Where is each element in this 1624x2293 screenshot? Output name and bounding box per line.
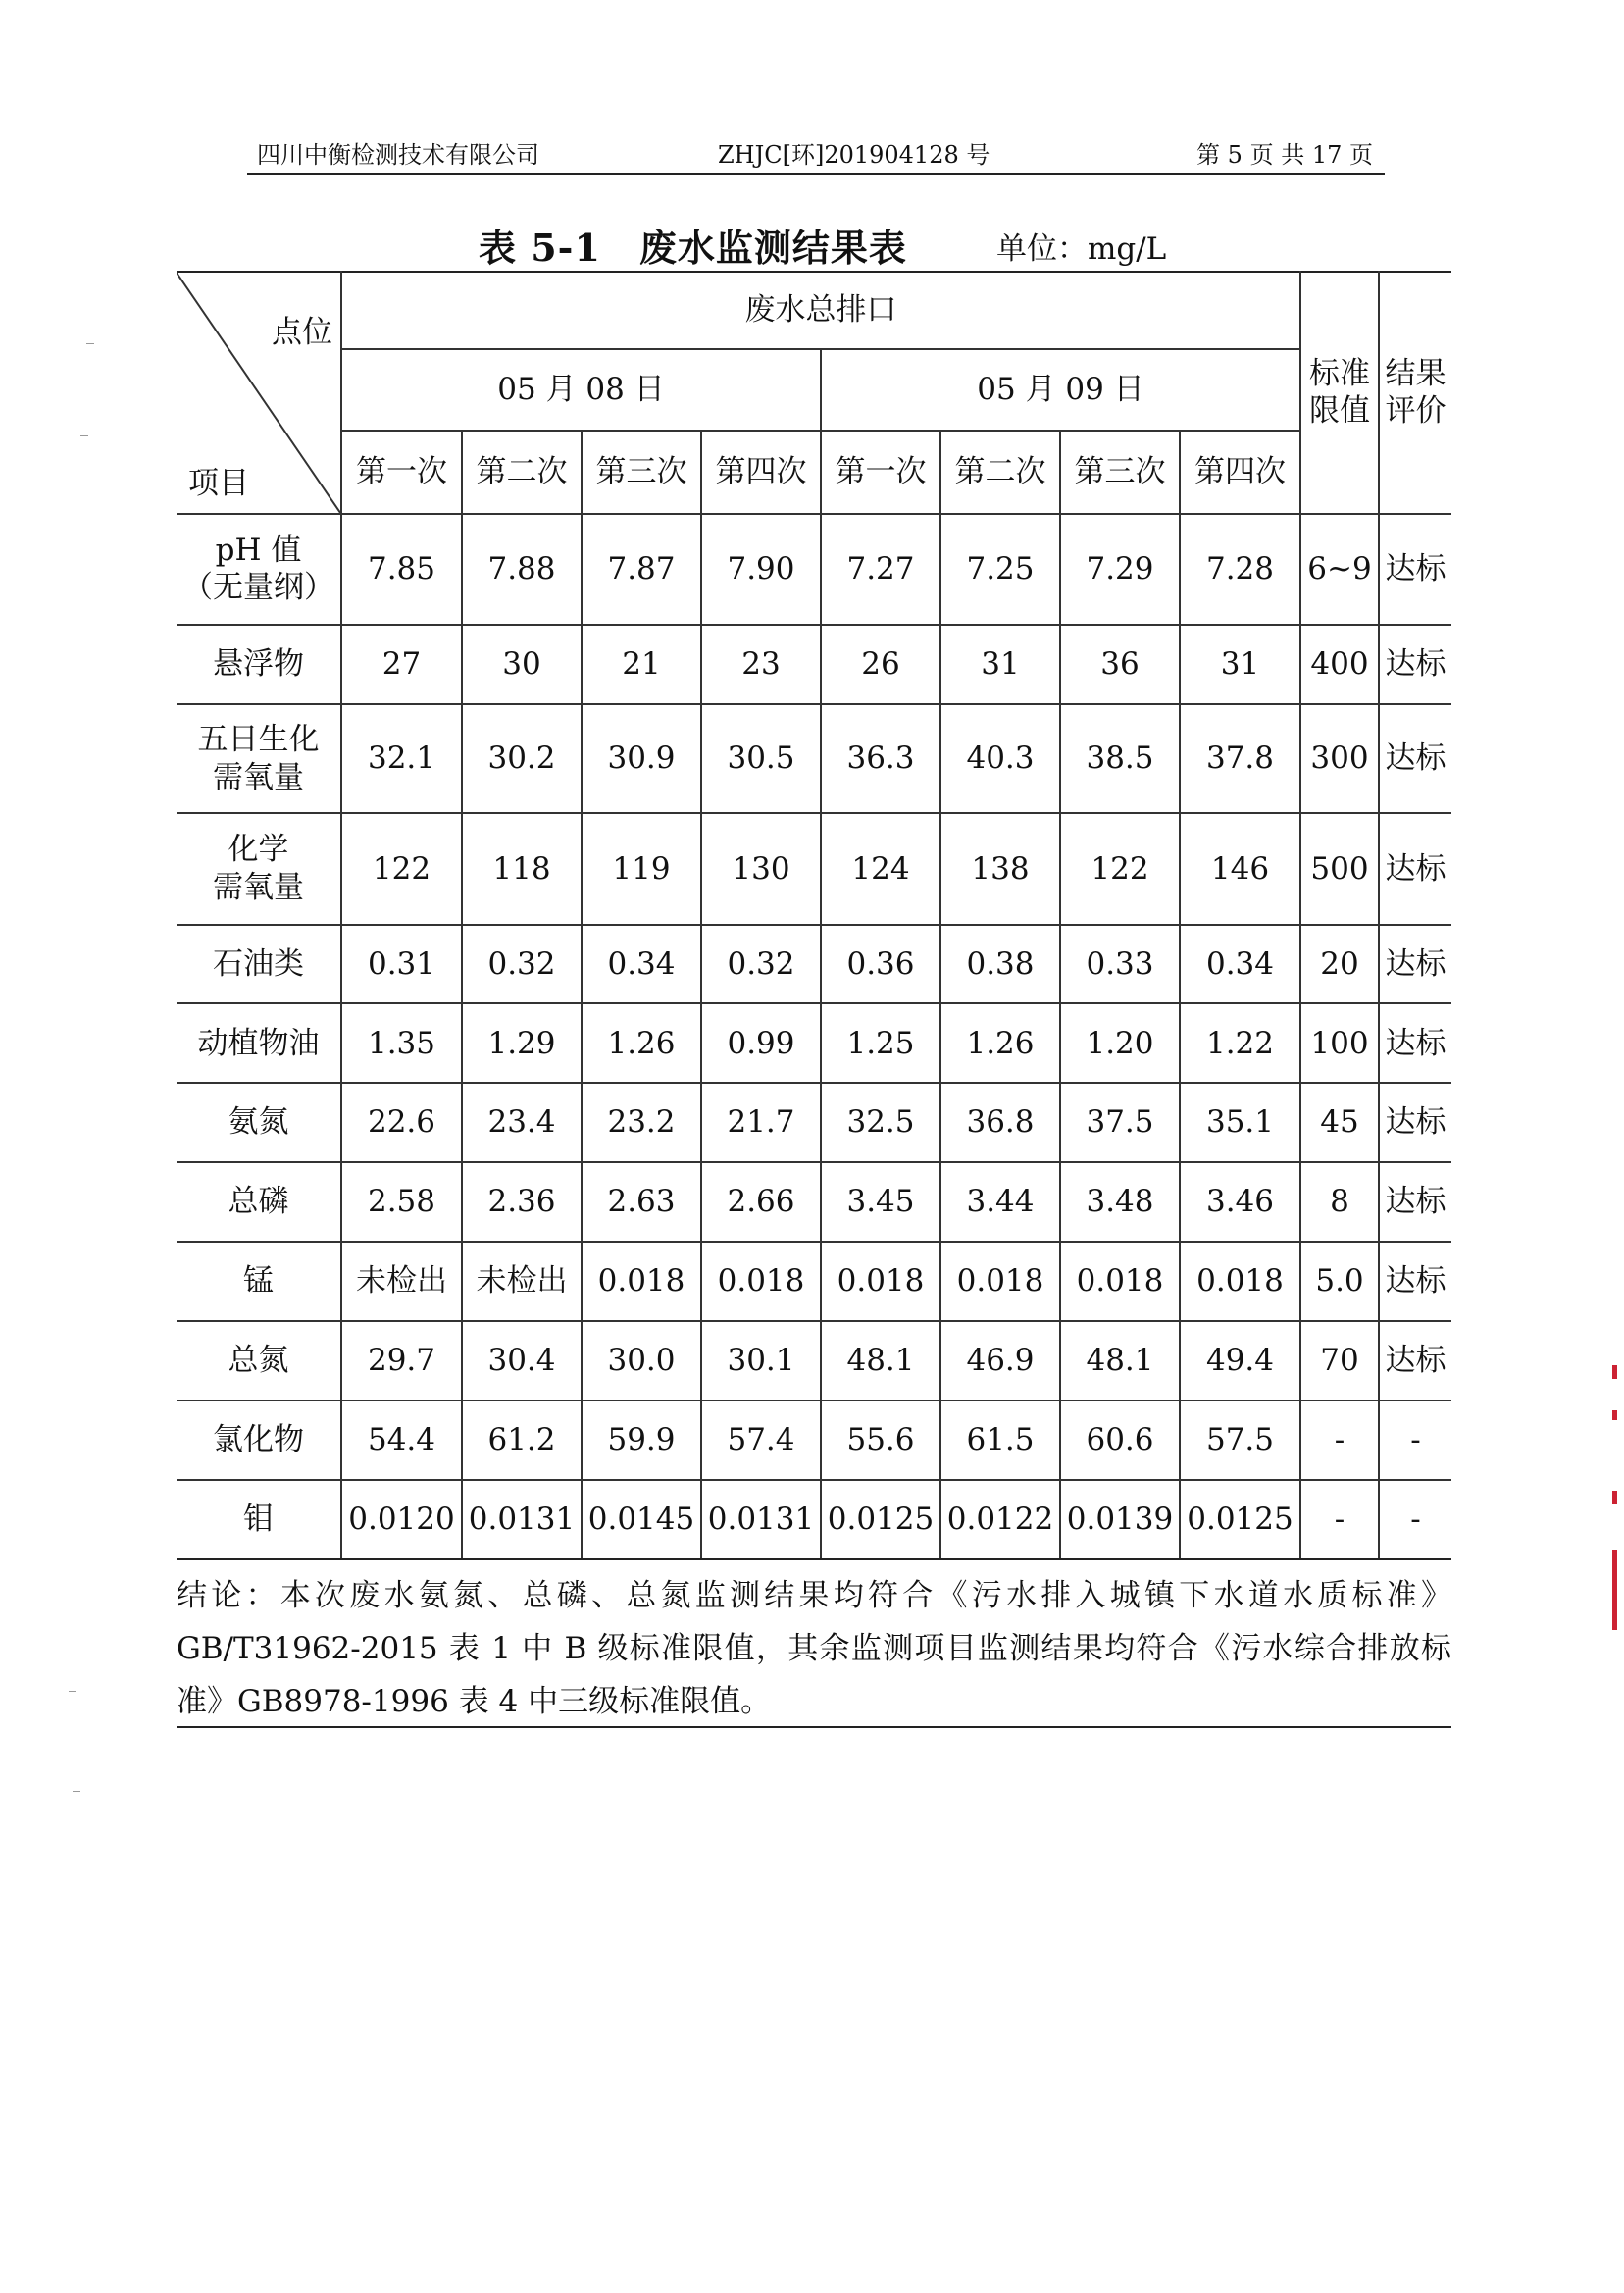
measurement-value: 61.5: [940, 1401, 1060, 1480]
item-name: 总氮: [177, 1321, 341, 1401]
evaluation-result: 达标: [1379, 1083, 1451, 1162]
evaluation-result: -: [1379, 1480, 1451, 1559]
standard-limit: 6~9: [1300, 514, 1379, 625]
measurement-value: 7.85: [341, 514, 462, 625]
table-row: [177, 1003, 1451, 1083]
table-row: [177, 514, 1451, 625]
measurement-value: 37.5: [1060, 1083, 1180, 1162]
table-row: [177, 704, 1451, 813]
measurement-value: 0.34: [582, 925, 701, 1004]
results-table: [177, 271, 1451, 1560]
measurement-value: 0.0120: [341, 1480, 462, 1559]
table-row: [177, 1242, 1451, 1321]
measurement-value: 119: [582, 813, 701, 924]
measurement-value: 46.9: [940, 1321, 1060, 1401]
scan-mark: [86, 343, 94, 344]
standard-limit: 8: [1300, 1162, 1379, 1242]
measurement-value: 21.7: [701, 1083, 821, 1162]
measurement-value: 38.5: [1060, 704, 1180, 813]
standard-limit: 45: [1300, 1083, 1379, 1162]
measurement-value: 0.018: [582, 1242, 701, 1321]
measurement-value: 36: [1060, 625, 1180, 704]
item-name: 氨氮: [177, 1083, 341, 1162]
item-name: 锰: [177, 1242, 341, 1321]
sample-header: 第三次: [1060, 431, 1180, 514]
measurement-value: 57.4: [701, 1401, 821, 1480]
measurement-value: 30.5: [701, 704, 821, 813]
measurement-value: 0.0131: [701, 1480, 821, 1559]
measurement-value: 23: [701, 625, 821, 704]
seal-edge-mark: [1612, 1365, 1617, 1379]
seal-edge-mark: [1612, 1410, 1617, 1420]
table-row: [177, 1401, 1451, 1480]
measurement-value: 30.1: [701, 1321, 821, 1401]
corner-item-label: 项目: [188, 466, 249, 502]
measurement-value: 36.3: [821, 704, 940, 813]
measurement-value: 146: [1180, 813, 1300, 924]
table-unit: 单位：mg/L: [996, 231, 1167, 267]
page-header: [247, 133, 1385, 175]
sample-header: 第二次: [462, 431, 582, 514]
measurement-value: 48.1: [1060, 1321, 1180, 1401]
measurement-value: 0.0122: [940, 1480, 1060, 1559]
table-row: [177, 1321, 1451, 1401]
seal-edge-mark: [1612, 1491, 1617, 1504]
measurement-value: 32.1: [341, 704, 462, 813]
measurement-value: 59.9: [582, 1401, 701, 1480]
evaluation-result: 达标: [1379, 1242, 1451, 1321]
measurement-value: 2.63: [582, 1162, 701, 1242]
table-row: [177, 625, 1451, 704]
measurement-value: 0.018: [701, 1242, 821, 1321]
item-name: 石油类: [177, 925, 341, 1004]
standard-limit: 5.0: [1300, 1242, 1379, 1321]
measurement-value: 1.35: [341, 1003, 462, 1083]
measurement-value: 1.22: [1180, 1003, 1300, 1083]
measurement-value: 22.6: [341, 1083, 462, 1162]
measurement-value: 0.34: [1180, 925, 1300, 1004]
measurement-value: 1.26: [582, 1003, 701, 1083]
measurement-value: 31: [1180, 625, 1300, 704]
item-name: 总磷: [177, 1162, 341, 1242]
measurement-value: 1.20: [1060, 1003, 1180, 1083]
measurement-value: 48.1: [821, 1321, 940, 1401]
measurement-value: 37.8: [1180, 704, 1300, 813]
measurement-value: 3.46: [1180, 1162, 1300, 1242]
measurement-value: 2.66: [701, 1162, 821, 1242]
measurement-value: 122: [341, 813, 462, 924]
measurement-value: 3.48: [1060, 1162, 1180, 1242]
measurement-value: 27: [341, 625, 462, 704]
measurement-value: 1.26: [940, 1003, 1060, 1083]
measurement-value: 0.0125: [821, 1480, 940, 1559]
corner-location-label: 点位: [272, 315, 332, 350]
evaluation-result: 达标: [1379, 1321, 1451, 1401]
measurement-value: 1.25: [821, 1003, 940, 1083]
measurement-value: 21: [582, 625, 701, 704]
measurement-value: 35.1: [1180, 1083, 1300, 1162]
measurement-value: 0.0131: [462, 1480, 582, 1559]
item-name: 悬浮物: [177, 625, 341, 704]
sample-header: 第一次: [821, 431, 940, 514]
standard-limit-header: 标准 限值: [1300, 272, 1379, 514]
measurement-value: 130: [701, 813, 821, 924]
measurement-value: 未检出: [341, 1242, 462, 1321]
sample-header: 第四次: [1180, 431, 1300, 514]
sample-header: 第二次: [940, 431, 1060, 514]
measurement-value: 31: [940, 625, 1060, 704]
table-title: 表 5-1 废水监测结果表: [479, 226, 907, 270]
measurement-value: 未检出: [462, 1242, 582, 1321]
evaluation-result: 达标: [1379, 625, 1451, 704]
evaluation-result: 达标: [1379, 514, 1451, 625]
table-row: [177, 925, 1451, 1004]
standard-limit: -: [1300, 1480, 1379, 1559]
sample-header: 第一次: [341, 431, 462, 514]
measurement-value: 7.27: [821, 514, 940, 625]
measurement-value: 30.2: [462, 704, 582, 813]
measurement-value: 0.36: [821, 925, 940, 1004]
item-name: pH 值 （无量纲）: [177, 514, 341, 625]
measurement-value: 7.88: [462, 514, 582, 625]
item-name: 化学 需氧量: [177, 813, 341, 924]
measurement-value: 30.0: [582, 1321, 701, 1401]
item-name: 氯化物: [177, 1401, 341, 1480]
evaluation-result: 达标: [1379, 813, 1451, 924]
standard-limit: 20: [1300, 925, 1379, 1004]
measurement-value: 7.25: [940, 514, 1060, 625]
table-row: [177, 813, 1451, 924]
evaluation-result: 达标: [1379, 925, 1451, 1004]
measurement-value: 0.0145: [582, 1480, 701, 1559]
item-name: 钼: [177, 1480, 341, 1559]
measurement-value: 7.29: [1060, 514, 1180, 625]
page-number: 第 5 页 共 17 页: [1196, 141, 1373, 169]
sample-header: 第三次: [582, 431, 701, 514]
measurement-value: 0.38: [940, 925, 1060, 1004]
table-row: [177, 1480, 1451, 1559]
scan-mark: [73, 1791, 80, 1792]
measurement-value: 0.0125: [1180, 1480, 1300, 1559]
measurement-value: 32.5: [821, 1083, 940, 1162]
location-header: 废水总排口: [341, 272, 1300, 349]
sample-header: 第四次: [701, 431, 821, 514]
standard-limit: -: [1300, 1401, 1379, 1480]
standard-limit: 100: [1300, 1003, 1379, 1083]
measurement-value: 0.018: [1060, 1242, 1180, 1321]
measurement-value: 7.87: [582, 514, 701, 625]
scan-mark: [69, 1691, 76, 1692]
measurement-value: 0.32: [701, 925, 821, 1004]
report-number: ZHJC[环]201904128 号: [718, 141, 990, 169]
measurement-value: 0.018: [821, 1242, 940, 1321]
measurement-value: 49.4: [1180, 1321, 1300, 1401]
measurement-value: 7.90: [701, 514, 821, 625]
measurement-value: 2.36: [462, 1162, 582, 1242]
evaluation-result: 达标: [1379, 704, 1451, 813]
measurement-value: 0.99: [701, 1003, 821, 1083]
measurement-value: 36.8: [940, 1083, 1060, 1162]
item-name: 五日生化 需氧量: [177, 704, 341, 813]
seal-edge-mark: [1612, 1550, 1617, 1630]
measurement-value: 122: [1060, 813, 1180, 924]
company-name: 四川中衡检测技术有限公司: [257, 141, 539, 169]
measurement-value: 60.6: [1060, 1401, 1180, 1480]
measurement-value: 3.45: [821, 1162, 940, 1242]
measurement-value: 2.58: [341, 1162, 462, 1242]
measurement-value: 30.4: [462, 1321, 582, 1401]
evaluation-result: 达标: [1379, 1003, 1451, 1083]
item-name: 动植物油: [177, 1003, 341, 1083]
standard-limit: 500: [1300, 813, 1379, 924]
measurement-value: 118: [462, 813, 582, 924]
measurement-value: 0.31: [341, 925, 462, 1004]
measurement-value: 124: [821, 813, 940, 924]
measurement-value: 138: [940, 813, 1060, 924]
standard-limit: 70: [1300, 1321, 1379, 1401]
evaluation-header: 结果 评价: [1379, 272, 1451, 514]
measurement-value: 0.0139: [1060, 1480, 1180, 1559]
measurement-value: 23.2: [582, 1083, 701, 1162]
measurement-value: 30.9: [582, 704, 701, 813]
standard-limit: 300: [1300, 704, 1379, 813]
scan-mark: [80, 435, 88, 436]
measurement-value: 0.32: [462, 925, 582, 1004]
measurement-value: 61.2: [462, 1401, 582, 1480]
measurement-value: 55.6: [821, 1401, 940, 1480]
corner-header: [177, 272, 341, 514]
measurement-value: 29.7: [341, 1321, 462, 1401]
table-row: [177, 1083, 1451, 1162]
measurement-value: 40.3: [940, 704, 1060, 813]
measurement-value: 7.28: [1180, 514, 1300, 625]
measurement-value: 30: [462, 625, 582, 704]
measurement-value: 0.018: [940, 1242, 1060, 1321]
date-header-0508: 05 月 08 日: [341, 349, 821, 431]
measurement-value: 26: [821, 625, 940, 704]
measurement-value: 57.5: [1180, 1401, 1300, 1480]
evaluation-result: 达标: [1379, 1162, 1451, 1242]
measurement-value: 0.018: [1180, 1242, 1300, 1321]
measurement-value: 23.4: [462, 1083, 582, 1162]
conclusion-text: 结论：本次废水氨氮、总磷、总氮监测结果均符合《污水排入城镇下水道水质标准》GB/T31962-2015 表 1 中 B 级标准限值，其余监测项目监测结果均符合《污水综合排放标准》GB8978-1996 表 4 中三级标准限值。: [177, 1569, 1451, 1728]
measurement-value: 1.29: [462, 1003, 582, 1083]
table-row: [177, 1162, 1451, 1242]
measurement-value: 0.33: [1060, 925, 1180, 1004]
measurement-value: 54.4: [341, 1401, 462, 1480]
date-header-0509: 05 月 09 日: [821, 349, 1300, 431]
measurement-value: 3.44: [940, 1162, 1060, 1242]
evaluation-result: -: [1379, 1401, 1451, 1480]
standard-limit: 400: [1300, 625, 1379, 704]
